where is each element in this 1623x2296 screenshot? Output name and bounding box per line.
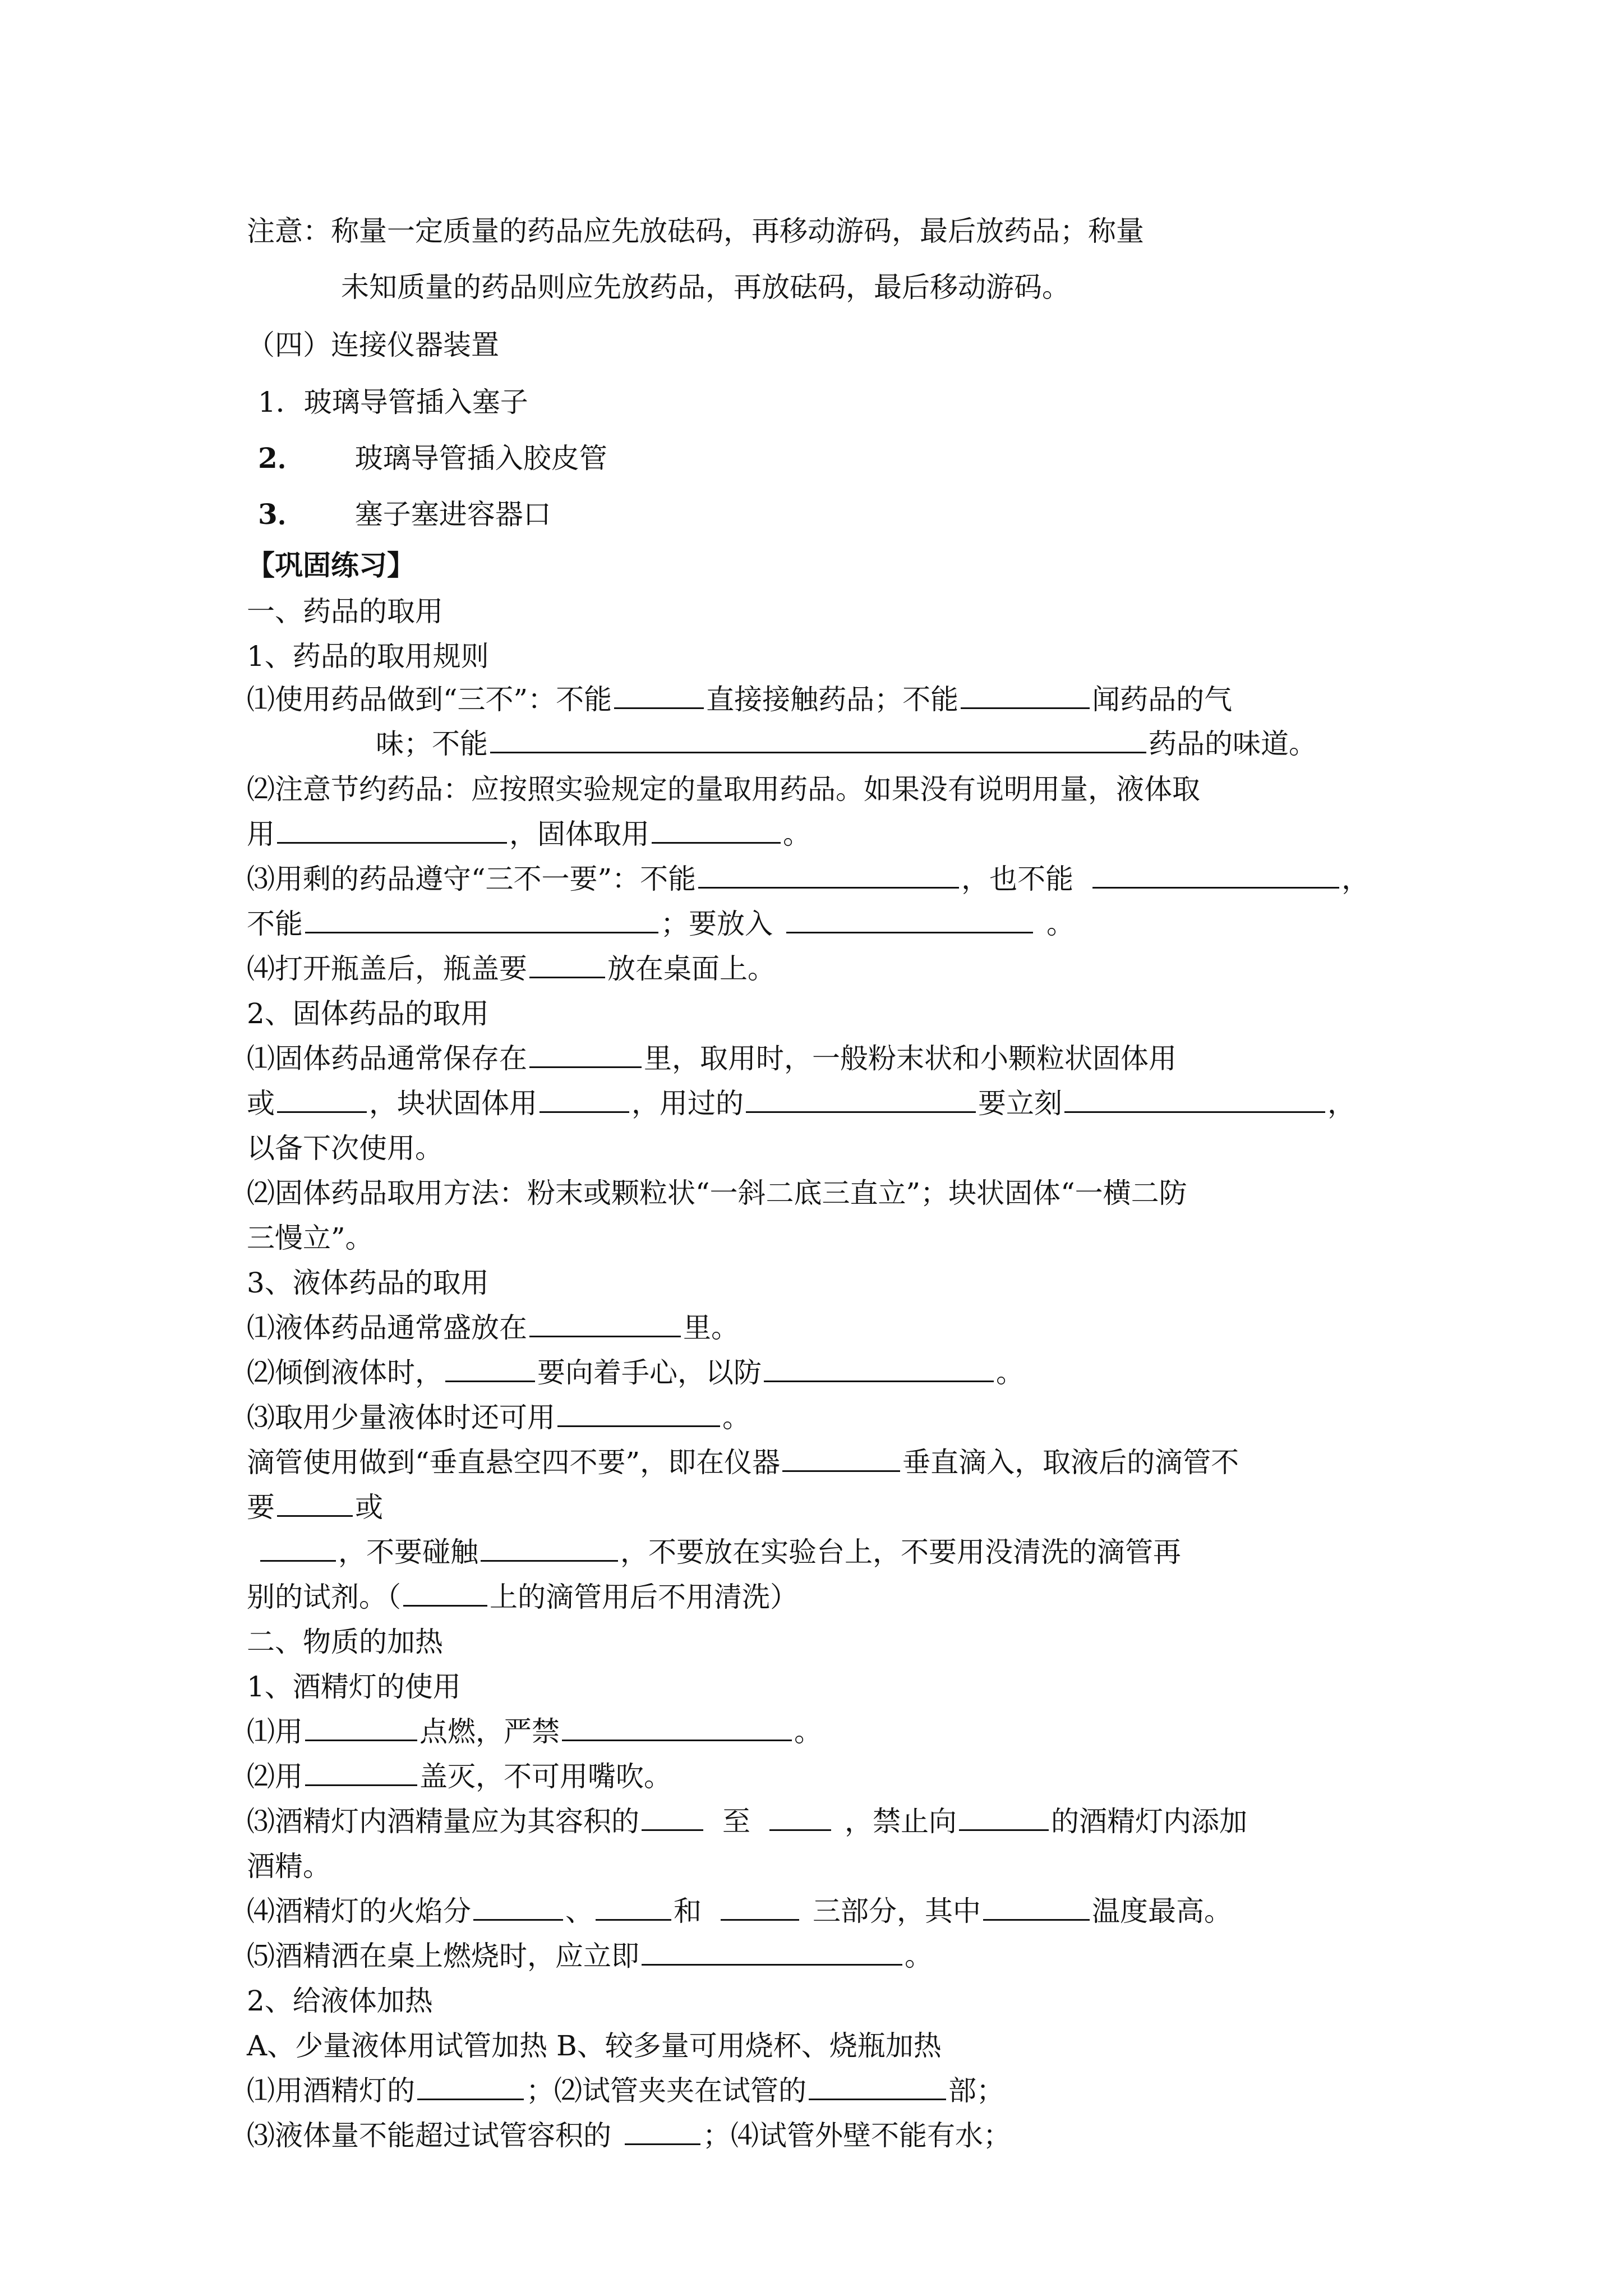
lamp-2: ⑵用 盖灭，不可用嘴吹。 bbox=[247, 1760, 672, 1793]
answer-blank[interactable] bbox=[481, 1535, 618, 1562]
answer-blank[interactable] bbox=[721, 1894, 799, 1921]
lamp-3-line-1: ⑶酒精灯内酒精量应为其容积的 至 ，禁止向 的酒精灯内添加 bbox=[247, 1805, 1247, 1838]
question-3-line-2: 不能 ；要放入 。 bbox=[247, 908, 1075, 940]
solid-1-line-2: 或 ，块状固体用 ，用过的 要立刻 ， bbox=[247, 1087, 1355, 1120]
heat-line-0: A、少量液体用试管加热 B、较多量可用烧杯、烧瓶加热 bbox=[247, 2030, 942, 2062]
solid-2-line-2: 三慢立”。 bbox=[247, 1222, 374, 1254]
answer-blank[interactable] bbox=[403, 1580, 487, 1607]
answer-blank[interactable] bbox=[769, 1805, 831, 1831]
answer-blank[interactable] bbox=[417, 2074, 524, 2100]
answer-blank[interactable] bbox=[1064, 1087, 1325, 1113]
answer-blank[interactable] bbox=[809, 2074, 946, 2100]
dropper-line-4: 别的试剂。（ 上的滴管用后不用清洗） bbox=[247, 1581, 798, 1613]
dropper-line-2: 要 或 bbox=[247, 1491, 383, 1524]
lamp-4: ⑷酒精灯的火焰分 、 和 三部分，其中 温度最高。 bbox=[247, 1895, 1232, 1927]
note-line-1: 注意：称量一定质量的药品应先放砝码，再移动游码，最后放药品；称量 bbox=[247, 215, 1144, 247]
liquid-2: ⑵倾倒液体时， 要向着手心，以防 。 bbox=[247, 1356, 1024, 1389]
answer-blank[interactable] bbox=[529, 1311, 681, 1337]
dropper-line-3: ，不要碰触 ，不要放在实验台上，不要用没清洗的滴管再 bbox=[258, 1535, 1181, 1569]
solid-1-line-1: ⑴固体药品通常保存在 里，取用时，一般粉末状和小颗粒状固体用 bbox=[247, 1042, 1177, 1075]
lamp-5: ⑸酒精洒在桌上燃烧时，应立即 。 bbox=[247, 1940, 933, 1972]
question-2-line-1: ⑵注意节约药品：应按照实验规定的量取用药品。如果没有说明用量，液体取 bbox=[247, 773, 1200, 806]
answer-blank[interactable] bbox=[305, 1715, 417, 1741]
question-2-line-2: 用 ，固体取用 。 bbox=[247, 818, 811, 850]
answer-blank[interactable] bbox=[959, 1805, 1049, 1831]
lamp-1: ⑴用 点燃，严禁 。 bbox=[247, 1715, 822, 1748]
part-1-sub-1: 1、药品的取用规则 bbox=[247, 640, 489, 673]
answer-blank[interactable] bbox=[652, 817, 781, 844]
answer-blank[interactable] bbox=[305, 1760, 417, 1786]
question-1-line-1: ⑴使用药品做到“三不”：不能 直接接触药品；不能 闻药品的气 bbox=[247, 683, 1233, 716]
answer-blank[interactable] bbox=[764, 1356, 994, 1382]
part-2-sub-1: 1、酒精灯的使用 bbox=[247, 1671, 461, 1703]
solid-2-line-1: ⑵固体药品取用方法：粉末或颗粒状“一斜二底三直立”；块状固体“一横二防 bbox=[247, 1177, 1187, 1209]
answer-blank[interactable] bbox=[305, 907, 658, 933]
answer-blank[interactable] bbox=[625, 2119, 700, 2145]
answer-blank[interactable] bbox=[961, 683, 1090, 709]
section-4-item-2: 2． 玻璃导管插入胶皮管 bbox=[258, 441, 607, 475]
answer-blank[interactable] bbox=[1092, 862, 1339, 889]
answer-blank[interactable] bbox=[277, 817, 507, 844]
answer-blank[interactable] bbox=[983, 1894, 1090, 1921]
section-4-item-1: 1．玻璃导管插入塞子 bbox=[258, 386, 528, 418]
section-4-title: （四）连接仪器装置 bbox=[247, 329, 499, 361]
liquid-1: ⑴液体药品通常盛放在 里。 bbox=[247, 1312, 739, 1344]
question-3-line-1: ⑶用剩的药品遵守“三不一要”：不能 ，也不能 ， bbox=[247, 863, 1370, 895]
dropper-line-1: 滴管使用做到“垂直悬空四不要”，即在仪器 垂直滴入，取液后的滴管不 bbox=[247, 1446, 1239, 1479]
answer-blank[interactable] bbox=[562, 1715, 792, 1741]
answer-blank[interactable] bbox=[490, 727, 1146, 753]
part-2-sub-2: 2、给液体加热 bbox=[247, 1985, 433, 2017]
answer-blank[interactable] bbox=[277, 1490, 353, 1517]
answer-blank[interactable] bbox=[746, 1087, 976, 1113]
answer-blank[interactable] bbox=[529, 1042, 642, 1068]
answer-blank[interactable] bbox=[614, 683, 704, 709]
answer-blank[interactable] bbox=[473, 1894, 563, 1921]
section-4-item-3: 3． 塞子塞进容器口 bbox=[258, 498, 551, 531]
answer-blank[interactable] bbox=[782, 1446, 900, 1472]
answer-blank[interactable] bbox=[540, 1087, 629, 1113]
answer-blank[interactable] bbox=[557, 1401, 720, 1427]
exercise-heading: 【巩固练习】 bbox=[247, 549, 415, 582]
answer-blank[interactable] bbox=[596, 1894, 671, 1921]
answer-blank[interactable] bbox=[529, 952, 605, 978]
answer-blank[interactable] bbox=[698, 862, 959, 889]
part-2-title: 二、物质的加热 bbox=[247, 1626, 443, 1658]
answer-blank[interactable] bbox=[445, 1356, 535, 1382]
solid-1-line-3: 以备下次使用。 bbox=[247, 1132, 443, 1165]
part-1-sub-2: 2、固体药品的取用 bbox=[247, 997, 489, 1030]
question-1-line-2: 味；不能 药品的味道。 bbox=[376, 728, 1317, 760]
answer-blank[interactable] bbox=[786, 907, 1033, 933]
heat-line-1: ⑴用酒精灯的 ；⑵试管夹夹在试管的 部； bbox=[247, 2074, 1004, 2107]
answer-blank[interactable] bbox=[277, 1087, 367, 1113]
note-line-2: 未知质量的药品则应先放药品，再放砝码，最后移动游码。 bbox=[341, 271, 1070, 303]
heat-line-2: ⑶液体量不能超过试管容积的 ；⑷试管外壁不能有水； bbox=[247, 2119, 1011, 2152]
part-1-title: 一、药品的取用 bbox=[247, 595, 443, 628]
answer-blank[interactable] bbox=[642, 1805, 703, 1831]
answer-blank[interactable] bbox=[642, 1939, 902, 1966]
answer-blank[interactable] bbox=[260, 1535, 336, 1562]
part-1-sub-3: 3、液体药品的取用 bbox=[247, 1267, 489, 1299]
question-4: ⑷打开瓶盖后，瓶盖要 放在桌面上。 bbox=[247, 953, 776, 985]
liquid-3: ⑶取用少量液体时还可用 。 bbox=[247, 1401, 750, 1434]
lamp-3-line-2: 酒精。 bbox=[247, 1850, 331, 1883]
